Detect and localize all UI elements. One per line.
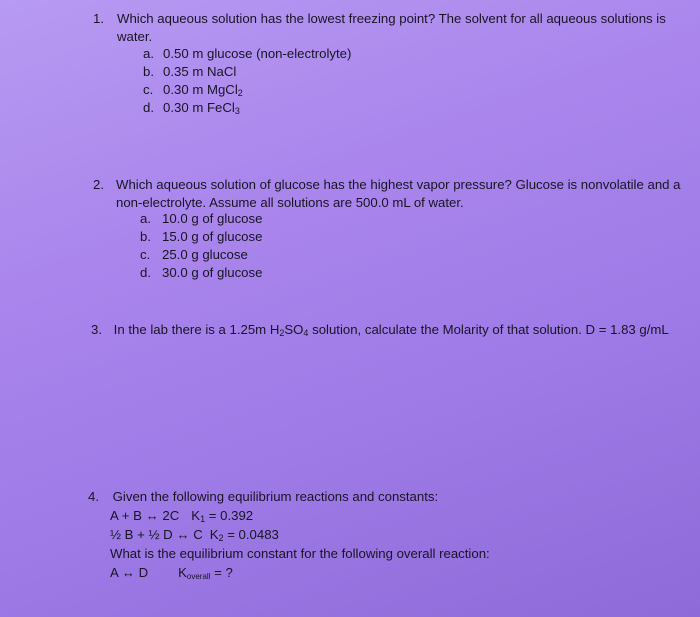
option-value: 25.0 g glucose <box>162 247 248 262</box>
question-text-a: In the lab there is a 1.25m H <box>113 322 280 337</box>
question-number: 1. <box>93 11 104 26</box>
equilibrium-constant-label: K <box>209 527 219 542</box>
equilibrium-constant-label: K <box>178 565 187 580</box>
option-value <box>163 81 243 99</box>
option-label: a. <box>143 46 154 61</box>
equilibrium-constant-value: = ? <box>210 565 233 580</box>
subscript: 4 <box>303 328 309 338</box>
question-text-line-1: Which aqueous solution has the lowest freezing point? The solvent for all aqueous solutions is <box>117 11 666 26</box>
subscript: 2 <box>218 533 224 543</box>
question-text: What is the equilibrium constant for the following overall reaction: <box>110 546 490 561</box>
option-label: d. <box>140 265 151 280</box>
question-text-b: SO <box>284 322 304 337</box>
question-number: 3. <box>91 322 102 337</box>
option-value: 0.35 m NaCl <box>163 64 237 79</box>
option-value-text: 0.30 m MgCl <box>163 82 238 97</box>
question-text-c: solution, calculate the Molarity of that solution. D = 1.83 g/mL <box>308 322 669 337</box>
option-value: 0.50 m glucose (non-electrolyte) <box>163 46 352 61</box>
subscript: 3 <box>234 106 240 116</box>
option-value: 30.0 g of glucose <box>162 265 263 280</box>
question-4-intro <box>88 488 438 506</box>
option-label: c. <box>140 247 151 262</box>
equilibrium-constant-value: = 0.392 <box>205 508 254 523</box>
subscript: 2 <box>237 88 243 98</box>
reaction-1 <box>110 507 253 525</box>
overall-reaction <box>110 564 233 582</box>
reaction-equation: A ↔ D <box>110 565 149 580</box>
equilibrium-constant-label: K <box>191 508 201 523</box>
subscript: 2 <box>279 328 285 338</box>
option-label: b. <box>143 64 154 79</box>
option-value: 10.0 g of glucose <box>162 211 263 226</box>
equilibrium-constant-value: = 0.0483 <box>223 527 279 542</box>
subscript: 1 <box>200 514 206 524</box>
option-value-text: 0.30 m FeCl <box>163 100 235 115</box>
option-label: a. <box>140 211 151 226</box>
option-value: 15.0 g of glucose <box>162 229 263 244</box>
option-label: c. <box>143 82 154 97</box>
question-text-line-1: Which aqueous solution of glucose has the highest vapor pressure? Glucose is nonvolatile and a <box>116 177 681 192</box>
reaction-2 <box>110 526 279 544</box>
subscript: overall <box>186 572 211 581</box>
question-text-line-2: water. <box>117 29 153 44</box>
question-text: Given the following equilibrium reactions and constants: <box>112 489 439 504</box>
reaction-equation: ½ B + ½ D ↔ C <box>110 527 203 542</box>
question-number: 4. <box>88 489 99 504</box>
question-number: 2. <box>93 177 104 192</box>
question-4-prompt <box>110 545 490 563</box>
reaction-equation: A + B ↔ 2C <box>110 508 180 523</box>
option-label: b. <box>140 229 151 244</box>
question-text-line-2: non-electrolyte. Assume all solutions are 500.0 mL of water. <box>116 195 464 210</box>
option-value <box>163 99 240 117</box>
question-3 <box>91 321 669 339</box>
option-label: d. <box>143 100 154 115</box>
